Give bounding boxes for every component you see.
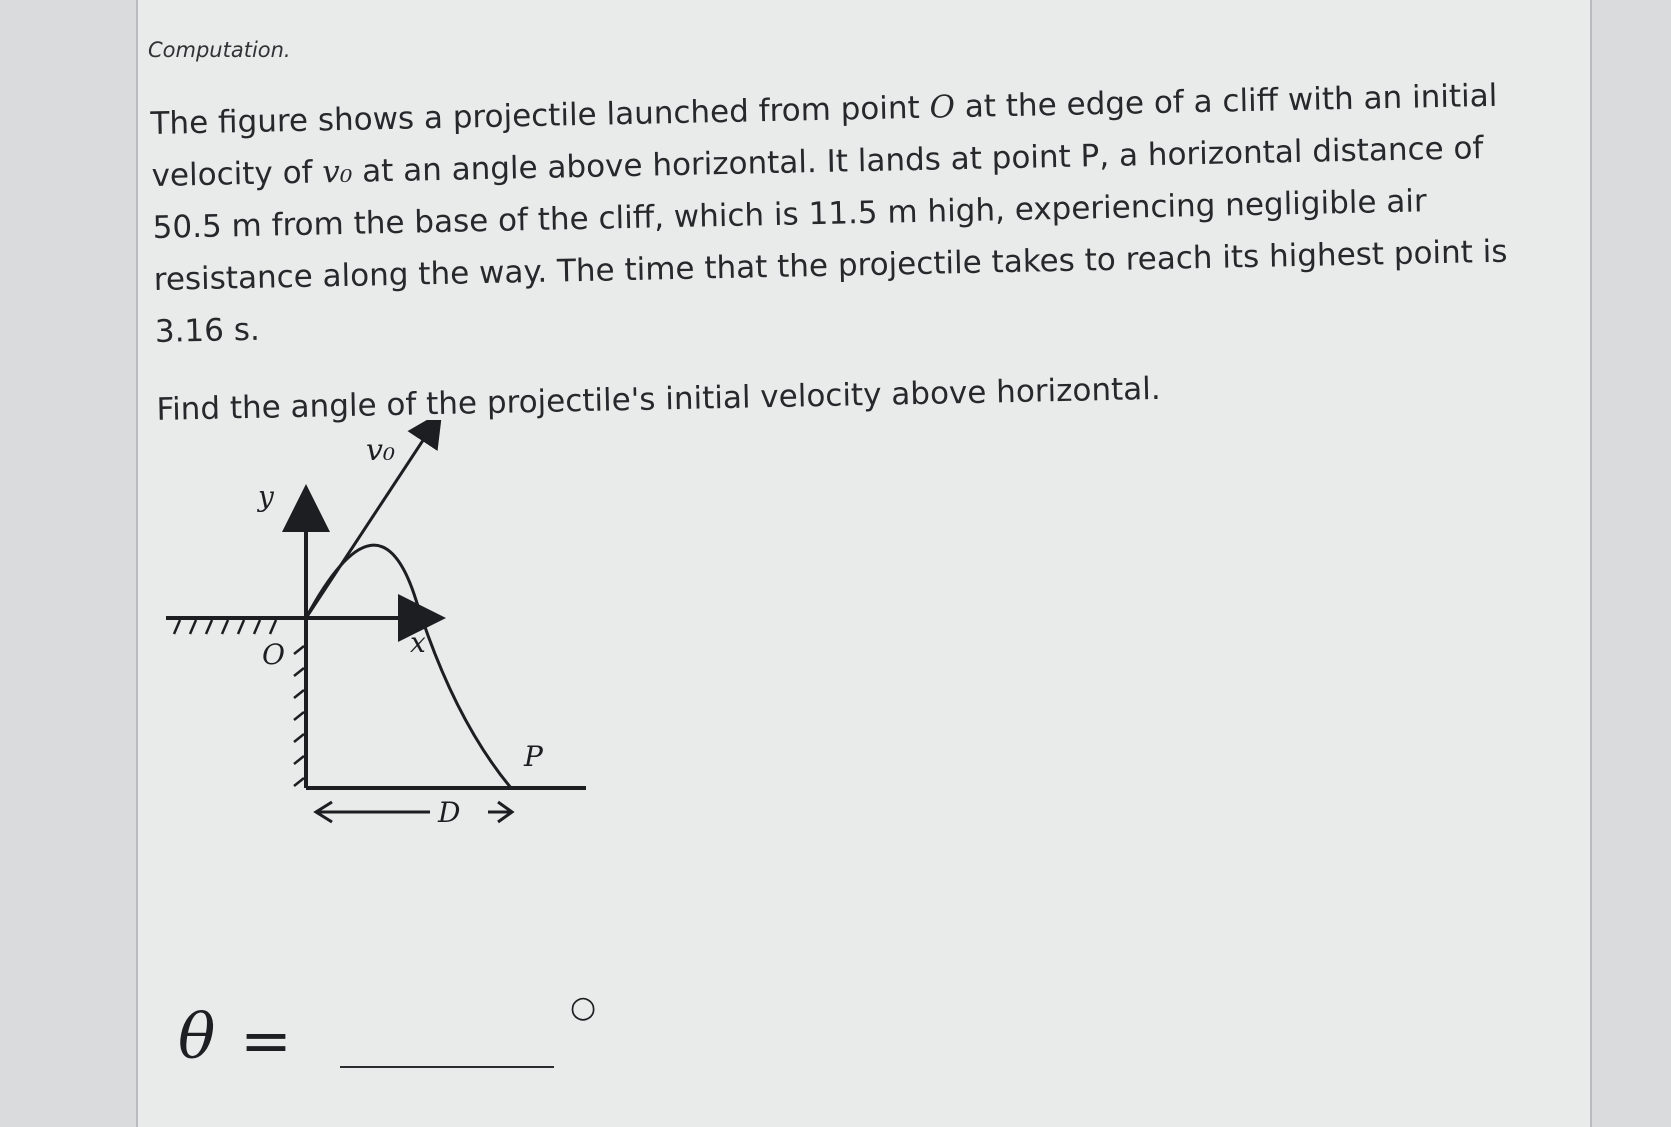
problem-statement: The figure shows a projectile launched from point O at the edge of a cliff with an initial velocity of v₀ at an angle above horizontal. It lands at point P, a horizontal distance of 50.5 m from the base of the cliff, which is 11.5 m high, experiencing negligible air resistance along the way. The time that the projectile takes to reach its highest point is 3.16 s. [150,77,1508,350]
distance-label: D [438,796,461,829]
section-label: Computation. [148,38,291,62]
point-o-symbol: O [929,89,956,126]
cliff-projectile-diagram [166,420,646,910]
cliff-face-hatching [294,646,304,786]
cliff-top-hatching [174,620,276,634]
y-axis-label: y [258,480,274,513]
degree-unit: ○ [570,990,597,1025]
distance-d-arrow [316,802,512,822]
x-axis-label: x [410,626,426,659]
origin-label: O [262,638,285,671]
projectile-figure [166,420,646,910]
trajectory-curve [306,545,511,788]
angle-answer-input[interactable] [340,1024,554,1068]
problem-text [150,69,1557,436]
v0-symbol: v₀ [321,153,353,191]
theta-symbol: θ [178,1000,216,1073]
answer-row [178,990,598,1100]
question-page [136,0,1592,1127]
landing-point-label: P [524,740,543,773]
v0-label: v₀ [366,433,395,468]
question-text: Find the angle of the projectile's initial velocity above horizontal. [156,370,1162,428]
equals-sign: = [240,1004,292,1077]
